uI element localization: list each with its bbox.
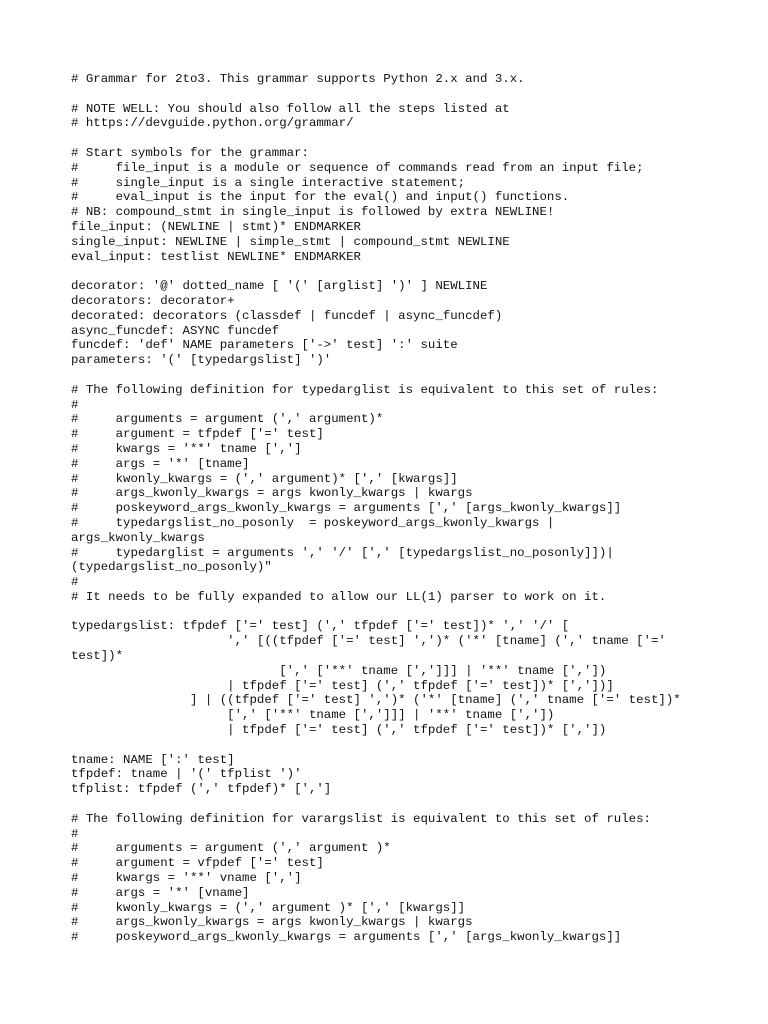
code-line: # arguments = argument (',' argument)* xyxy=(71,412,384,427)
grammar-code-block xyxy=(71,72,751,945)
code-line: # arguments = argument (',' argument )* xyxy=(71,841,391,856)
code-line: args_kwonly_kwargs xyxy=(71,530,205,545)
code-line: tfpdef: tname | '(' tfplist ')' xyxy=(71,767,302,782)
code-line: ] | ((tfpdef ['=' test] ',')* ('*' [tname] (',' tname ['=' test])* xyxy=(71,693,681,708)
code-line xyxy=(71,87,751,102)
code-line: # args = '*' [tname] xyxy=(71,456,250,471)
code-line: # file_input is a module or sequence of commands read from an input file; xyxy=(71,160,644,175)
code-line: # kwonly_kwargs = (',' argument )* [',' [kwargs]] xyxy=(71,900,466,915)
code-line: parameters: '(' [typedargslist] ')' xyxy=(71,353,332,368)
code-line: funcdef: 'def' NAME parameters ['->' test] ':' suite xyxy=(71,338,458,353)
code-line: # It needs to be fully expanded to allow our LL(1) parser to work on it. xyxy=(71,589,607,604)
code-line: # xyxy=(71,826,79,841)
code-line: [',' ['**' tname [',']]] | '**' tname [',']) xyxy=(71,663,607,678)
code-line: # args_kwonly_kwargs = args kwonly_kwargs | kwargs xyxy=(71,915,473,930)
code-line: # args_kwonly_kwargs = args kwonly_kwargs | kwargs xyxy=(71,486,473,501)
code-line: (typedargslist_no_posonly)" xyxy=(71,560,272,575)
code-line: eval_input: testlist NEWLINE* ENDMARKER xyxy=(71,249,361,264)
code-line xyxy=(71,605,751,620)
code-line: decorators: decorator+ xyxy=(71,293,235,308)
code-line: tfplist: tfpdef (',' tfpdef)* [','] xyxy=(71,782,332,797)
code-line: # Start symbols for the grammar: xyxy=(71,145,309,160)
code-line xyxy=(71,264,751,279)
code-line: # args = '*' [vname] xyxy=(71,885,250,900)
code-line: file_input: (NEWLINE | stmt)* ENDMARKER xyxy=(71,219,361,234)
code-line: # eval_input is the input for the eval() and input() functions. xyxy=(71,190,570,205)
code-line: | tfpdef ['=' test] (',' tfpdef ['=' test])* [','])] xyxy=(71,678,614,693)
code-line: # The following definition for varargslist is equivalent to this set of rules: xyxy=(71,811,651,826)
code-line: decorated: decorators (classdef | funcdef | async_funcdef) xyxy=(71,308,503,323)
code-line: # https://devguide.python.org/grammar/ xyxy=(71,116,354,131)
code-line: # typedarglist = arguments ',' '/' [',' [typedargslist_no_posonly]])| xyxy=(71,545,614,560)
code-line xyxy=(71,368,751,383)
code-line: single_input: NEWLINE | simple_stmt | compound_stmt NEWLINE xyxy=(71,234,510,249)
code-line: # NOTE WELL: You should also follow all the steps listed at xyxy=(71,101,510,116)
code-line: # NB: compound_stmt in single_input is followed by extra NEWLINE! xyxy=(71,205,555,220)
code-line: tname: NAME [':' test] xyxy=(71,752,235,767)
code-line: # xyxy=(71,575,79,590)
code-line: # xyxy=(71,397,79,412)
code-line: | tfpdef ['=' test] (',' tfpdef ['=' test])* [',']) xyxy=(71,723,607,738)
code-line: # kwargs = '**' tname [','] xyxy=(71,441,302,456)
code-line: # single_input is a single interactive statement; xyxy=(71,175,466,190)
code-line: # kwonly_kwargs = (',' argument)* [',' [kwargs]] xyxy=(71,471,458,486)
code-line xyxy=(71,797,751,812)
code-line: # poskeyword_args_kwonly_kwargs = arguments [',' [args_kwonly_kwargs]] xyxy=(71,501,622,516)
code-line: [',' ['**' tname [',']]] | '**' tname [',']) xyxy=(71,708,555,723)
code-line: typedargslist: tfpdef ['=' test] (',' tfpdef ['=' test])* ',' '/' [ xyxy=(71,619,570,634)
code-line: ',' [((tfpdef ['=' test] ',')* ('*' [tname] (',' tname ['=' xyxy=(71,634,674,649)
code-line: # typedargslist_no_posonly = poskeyword_args_kwonly_kwargs | xyxy=(71,515,555,530)
code-line: test])* xyxy=(71,649,124,664)
code-line: # The following definition for typedarglist is equivalent to this set of rules: xyxy=(71,382,659,397)
code-line: # argument = vfpdef ['=' test] xyxy=(71,856,324,871)
code-line: async_funcdef: ASYNC funcdef xyxy=(71,323,280,338)
code-line: # kwargs = '**' vname [','] xyxy=(71,871,302,886)
code-line: # poskeyword_args_kwonly_kwargs = arguments [',' [args_kwonly_kwargs]] xyxy=(71,930,622,945)
code-line: decorator: '@' dotted_name [ '(' [arglist] ')' ] NEWLINE xyxy=(71,279,488,294)
code-line xyxy=(71,131,751,146)
code-line xyxy=(71,738,751,753)
code-line: # Grammar for 2to3. This grammar supports Python 2.x and 3.x. xyxy=(71,72,525,86)
code-line: # argument = tfpdef ['=' test] xyxy=(71,427,324,442)
